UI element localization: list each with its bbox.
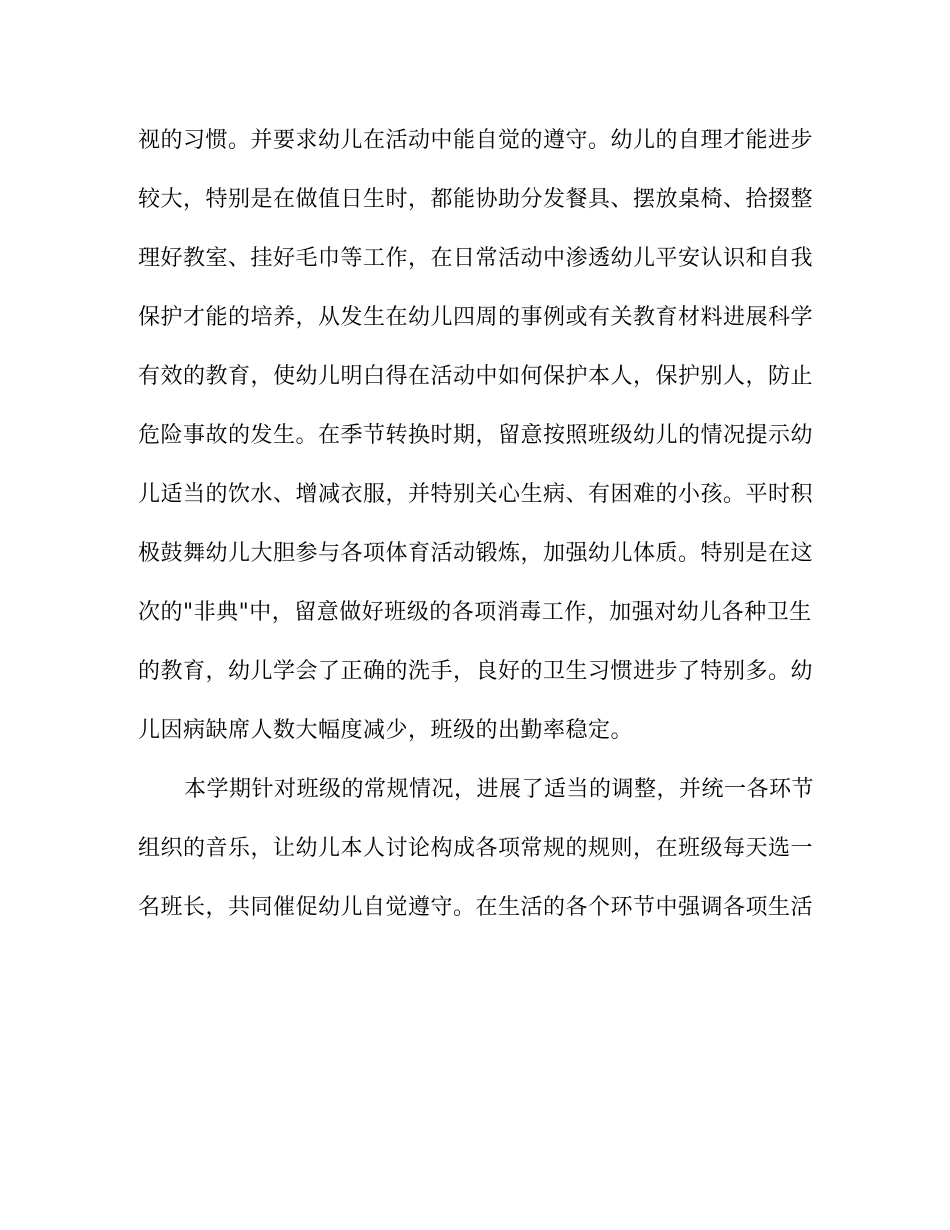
text-line: 视的习惯。并要求幼儿在活动中能自觉的遵守。幼儿的自理才能进步 bbox=[138, 128, 814, 153]
text-line: 的教育，幼儿学会了正确的洗手，良好的卫生习惯进步了特别多。幼 bbox=[138, 659, 814, 684]
text-line: 有效的教育，使幼儿明白得在活动中如何保护本人，保护别人，防止 bbox=[138, 364, 814, 389]
text-line: 较大，特别是在做值日生时，都能协助分发餐具、摆放桌椅、拾掇整 bbox=[138, 187, 814, 212]
document-body bbox=[138, 121, 818, 947]
paragraph-start-line: 本学期针对班级的常规情况，进展了适当的调整，并统一各环节 bbox=[184, 777, 815, 802]
text-line: 次的"非典"中，留意做好班级的各项消毒工作，加强对幼儿各种卫生 bbox=[138, 600, 812, 625]
text-line: 危险事故的发生。在季节转换时期，留意按照班级幼儿的情况提示幼 bbox=[138, 423, 814, 448]
text-line: 儿因病缺席人数大幅度减少，班级的出勤率稳定。 bbox=[138, 718, 634, 743]
text-line: 保护才能的培养，从发生在幼儿四周的事例或有关教育材料进展科学 bbox=[138, 305, 814, 330]
text-line: 理好教室、挂好毛巾等工作，在日常活动中渗透幼儿平安认识和自我 bbox=[138, 246, 814, 271]
text-line: 组织的音乐，让幼儿本人讨论构成各项常规的规则，在班级每天选一 bbox=[138, 836, 814, 861]
text-line: 极鼓舞幼儿大胆参与各项体育活动锻炼，加强幼儿体质。特别是在这 bbox=[138, 541, 814, 566]
text-line: 儿适当的饮水、增减衣服，并特别关心生病、有困难的小孩。平时积 bbox=[138, 482, 814, 507]
text-line: 名班长，共同催促幼儿自觉遵守。在生活的各个环节中强调各项生活 bbox=[138, 895, 814, 920]
